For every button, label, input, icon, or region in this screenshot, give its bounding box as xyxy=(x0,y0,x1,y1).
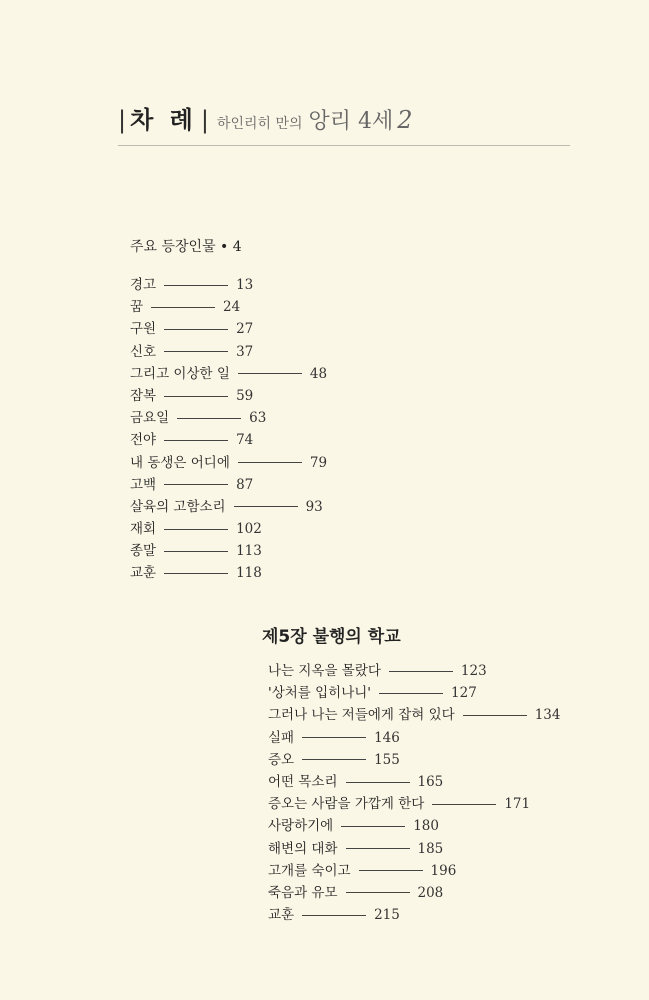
intro-entry xyxy=(130,236,242,256)
toc-title: 차 례 xyxy=(130,105,197,134)
leader-line xyxy=(164,573,228,574)
chapter-heading: 제5장 불행의 학교 xyxy=(262,627,401,647)
toc-entry xyxy=(130,363,327,385)
leader-line xyxy=(238,373,302,374)
book-title: 앙리 4세 xyxy=(308,109,394,134)
entry-title: 사랑하기에 xyxy=(268,818,334,835)
entry-title: 구원 xyxy=(130,321,157,338)
entry-page: 123 xyxy=(460,663,487,679)
toc-list-part1 xyxy=(130,274,327,585)
leader-line xyxy=(346,782,410,783)
entry-title: 교훈 xyxy=(268,907,295,924)
entry-title: 그리고 이상한 일 xyxy=(130,365,230,382)
toc-entry xyxy=(268,838,560,860)
leader-line xyxy=(302,915,366,916)
entry-page: 215 xyxy=(374,907,400,924)
leader-line xyxy=(164,329,228,330)
entry-page: 74 xyxy=(236,432,254,449)
leader-line xyxy=(164,484,228,485)
header-bar-right: | xyxy=(200,106,209,134)
entry-title: 그러나 나는 저들에게 잡혀 있다 xyxy=(268,707,455,724)
entry-page: 37 xyxy=(236,343,254,360)
toc-entry xyxy=(130,274,327,296)
entry-page: 146 xyxy=(374,729,400,746)
entry-page: 93 xyxy=(305,498,323,515)
entry-title: 죽음과 유모 xyxy=(268,884,338,901)
toc-entry xyxy=(130,452,327,474)
leader-line xyxy=(164,440,228,441)
toc-entry xyxy=(130,318,327,340)
entry-title: 전야 xyxy=(130,432,157,449)
author-label: 하인리히 만의 xyxy=(216,116,303,132)
leader-line xyxy=(164,396,228,397)
entry-title: 살육의 고함소리 xyxy=(130,498,226,515)
entry-page: 171 xyxy=(504,796,531,813)
entry-page: 13 xyxy=(236,277,254,293)
leader-line xyxy=(379,693,443,694)
toc-entry xyxy=(268,815,560,837)
entry-page: 185 xyxy=(417,840,444,857)
entry-page: 127 xyxy=(451,685,477,702)
toc-entry xyxy=(268,882,560,904)
leader-line xyxy=(164,529,228,530)
leader-line xyxy=(164,351,228,352)
entry-title: 종말 xyxy=(130,543,157,560)
leader-line xyxy=(164,551,228,552)
toc-entry xyxy=(268,682,560,704)
leader-line xyxy=(238,462,302,463)
leader-line xyxy=(234,506,298,507)
entry-page: 155 xyxy=(374,751,400,768)
entry-page: 196 xyxy=(430,862,457,879)
entry-page: 87 xyxy=(236,476,254,493)
toc-entry xyxy=(130,407,327,429)
entry-page: 102 xyxy=(236,521,262,538)
toc-entry xyxy=(268,749,560,771)
toc-entry xyxy=(130,429,327,451)
entry-title: 고백 xyxy=(130,476,157,493)
entry-title: 내 동생은 어디에 xyxy=(130,454,230,471)
leader-line xyxy=(346,892,410,893)
leader-line xyxy=(164,285,228,286)
toc-entry xyxy=(268,727,560,749)
intro-page: 4 xyxy=(232,239,242,255)
toc-entry xyxy=(130,540,327,562)
entry-page: 48 xyxy=(309,365,328,382)
toc-entry xyxy=(268,793,560,815)
toc-entry xyxy=(130,562,327,584)
entry-page: 113 xyxy=(236,543,262,560)
entry-title: 해변의 대화 xyxy=(268,840,338,857)
intro-label: 주요 등장인물 • xyxy=(130,239,229,255)
toc-header xyxy=(118,100,570,146)
leader-line xyxy=(341,826,405,827)
toc-entry xyxy=(268,660,560,682)
entry-title: 증오 xyxy=(268,751,295,768)
entry-title: 증오는 사람을 가깝게 한다 xyxy=(268,796,425,813)
toc-entry xyxy=(130,496,327,518)
entry-title: 실패 xyxy=(268,729,295,746)
entry-page: 24 xyxy=(223,299,241,316)
leader-line xyxy=(346,848,410,849)
header-bar-left: | xyxy=(118,106,127,134)
entry-page: 208 xyxy=(417,884,444,901)
toc-entry xyxy=(268,771,560,793)
toc-entry xyxy=(130,518,327,540)
entry-title: 어떤 목소리 xyxy=(268,773,338,790)
toc-list-chapter5 xyxy=(268,660,560,926)
entry-page: 134 xyxy=(534,707,561,724)
leader-line xyxy=(359,870,423,871)
toc-entry xyxy=(268,904,560,926)
toc-entry xyxy=(268,860,560,882)
leader-line xyxy=(151,307,215,308)
leader-line xyxy=(389,671,453,672)
entry-title: 나는 지옥을 몰랐다 xyxy=(268,663,381,679)
entry-page: 79 xyxy=(309,454,328,471)
leader-line xyxy=(463,715,527,716)
entry-title: 재회 xyxy=(130,521,157,538)
entry-page: 165 xyxy=(417,773,444,790)
leader-line xyxy=(177,418,241,419)
entry-title: 경고 xyxy=(130,277,157,293)
entry-title: '상처를 입히나니' xyxy=(268,685,372,702)
entry-title: 금요일 xyxy=(130,410,170,427)
leader-line xyxy=(302,759,366,760)
entry-page: 27 xyxy=(236,321,254,338)
entry-title: 신호 xyxy=(130,343,157,360)
toc-entry xyxy=(130,341,327,363)
toc-entry xyxy=(130,474,327,496)
toc-entry xyxy=(268,704,560,726)
entry-page: 59 xyxy=(236,387,254,404)
toc-entry xyxy=(130,385,327,407)
entry-title: 교훈 xyxy=(130,565,157,582)
entry-page: 118 xyxy=(236,565,262,582)
volume-number: 2 xyxy=(397,106,413,134)
toc-entry xyxy=(130,296,327,318)
leader-line xyxy=(432,804,496,805)
entry-title: 고개를 숙이고 xyxy=(268,862,351,879)
leader-line xyxy=(302,737,366,738)
entry-page: 180 xyxy=(413,818,439,835)
entry-title: 잠복 xyxy=(130,387,157,404)
entry-title: 꿈 xyxy=(130,299,144,316)
entry-page: 63 xyxy=(249,410,267,427)
